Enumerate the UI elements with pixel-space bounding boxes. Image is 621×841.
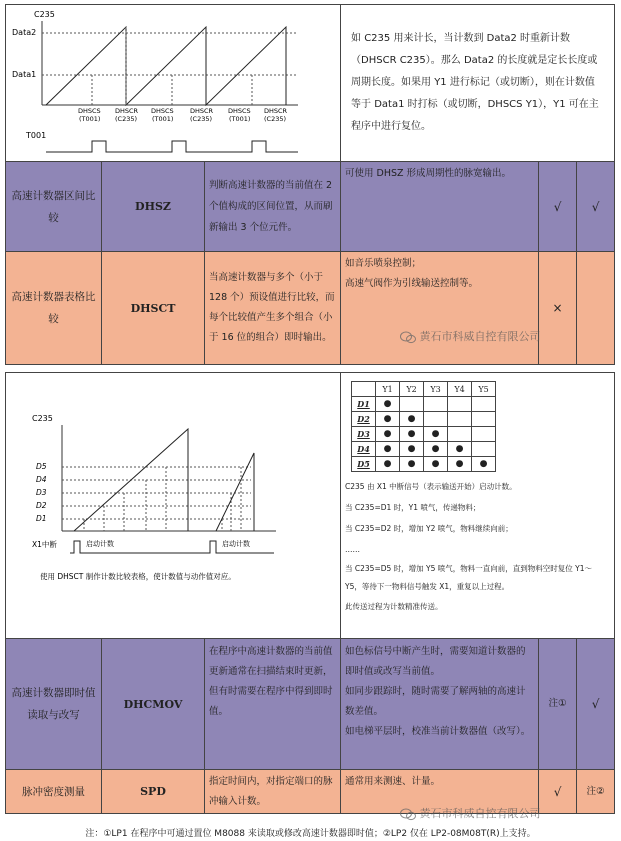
dot-table-row: [352, 427, 496, 442]
dot-table-header: Y4: [448, 382, 472, 397]
dot-table-header: Y5: [472, 382, 496, 397]
dot-mark: ●: [376, 427, 400, 442]
level-label: D4: [36, 475, 47, 484]
empty-cell: [400, 397, 424, 412]
dot-row-label: D2: [352, 412, 376, 427]
function-name: 高速计数器表格比较: [6, 252, 102, 365]
function-name: 高速计数器即时值读取与改写: [6, 639, 102, 770]
dot-table-header: Y2: [400, 382, 424, 397]
instruction-name: DHCMOV: [102, 639, 205, 770]
x-label: (C235): [115, 115, 138, 123]
empty-cell: [448, 397, 472, 412]
usage-line: 如音乐喷泉控制；: [345, 258, 422, 269]
support-lp1: √: [539, 770, 577, 814]
usage-line: 高速气阀作为引线输送控制等。: [345, 278, 479, 289]
dot-mark: ●: [424, 427, 448, 442]
x-label: (C235): [190, 115, 213, 123]
dot-mark: ●: [472, 457, 496, 472]
dot-mark: ●: [376, 397, 400, 412]
instruction-name: DHSZ: [102, 162, 205, 252]
level-label: D1: [36, 514, 47, 523]
level-data1-label: Data1: [12, 70, 37, 79]
dot-table-header: [352, 382, 376, 397]
usage-cell: [341, 252, 539, 365]
x-label: DHSCR: [190, 107, 214, 115]
function-name: 脉冲密度测量: [6, 770, 102, 814]
dot-mark: ●: [376, 412, 400, 427]
usage-line: 如色标信号中断产生时，需要知道计数器的即时值或改写当前值。: [345, 646, 526, 677]
support-lp2: [577, 252, 615, 365]
chart-y-label: C235: [32, 414, 53, 423]
level-data2-label: Data2: [12, 28, 37, 37]
function-name: 高速计数器区间比较: [6, 162, 102, 252]
empty-cell: [448, 412, 472, 427]
dot-table: [351, 381, 496, 472]
empty-cell: [472, 427, 496, 442]
chart-caption: 使用 DHSCT 制作计数比较表格，使计数值与动作值对应。: [40, 572, 236, 581]
dot-mark: ●: [424, 442, 448, 457]
mid-text-cell: [341, 373, 615, 639]
x1-interrupt-label: X1中断: [32, 540, 57, 549]
start-count-label: 启动计数: [86, 540, 114, 548]
x-label: (T001): [79, 115, 101, 123]
watermark: [400, 328, 541, 344]
mid-text: [345, 476, 608, 617]
table-row: [6, 639, 615, 770]
chart-y-label: C235: [34, 10, 55, 19]
dot-row-label: D3: [352, 427, 376, 442]
dot-mark: ●: [448, 457, 472, 472]
support-lp1: √: [539, 162, 577, 252]
x-label: (C235): [264, 115, 287, 123]
instruction-name: SPD: [102, 770, 205, 814]
empty-cell: [472, 412, 496, 427]
dot-table-row: [352, 397, 496, 412]
level-label: D3: [36, 488, 47, 497]
pulse-waveform: [46, 141, 298, 152]
middle-table: [5, 372, 615, 814]
x-label: (T001): [152, 115, 174, 123]
top-table: [5, 4, 615, 365]
instruction-desc: 判断高速计数器的当前值在 2 个值构成的区间位置，从而刷新输出 3 个位元件。: [205, 162, 341, 252]
table-compare-chart: [6, 373, 336, 588]
x-label: DHSCR: [264, 107, 288, 115]
x-label: DHSCS: [228, 107, 251, 115]
dot-row-label: D5: [352, 457, 376, 472]
watermark-text: 黄石市科威自控有限公司: [419, 330, 541, 343]
instruction-name: DHSCT: [102, 252, 205, 365]
usage-line: 如同步跟踪时，随时需要了解两轴的高速计数差值。: [345, 686, 526, 717]
support-lp2: √: [577, 639, 615, 770]
mid-chart-cell: [6, 373, 341, 639]
instruction-desc: 在程序中高速计数器的当前值更新通常在扫描结束时更新，但有时需要在程序中得到即时值。: [205, 639, 341, 770]
dot-table-row: [352, 457, 496, 472]
usage-cell: [341, 639, 539, 770]
usage-text: 通常用来测速、计量。: [341, 770, 539, 814]
period-count-chart: [6, 5, 336, 157]
pulse-label: T001: [26, 131, 47, 140]
sawtooth-line: [46, 27, 286, 105]
dot-mark: ●: [400, 412, 424, 427]
dot-table-header: Y1: [376, 382, 400, 397]
dot-mark: ●: [400, 457, 424, 472]
mid-text-line: 当 C235=D5 时，增加 Y5 喷气，物料一直向前，直到物料空时复位 Y1～Y5，等待下一物料信号触发 X1，重复以上过程。: [345, 564, 593, 591]
usage-line: 如电梯平层时，校准当前计数器值（改写）。: [345, 726, 531, 737]
empty-cell: [472, 397, 496, 412]
mid-text-line: C235 由 X1 中断信号（表示输送开始）启动计数。: [345, 482, 517, 491]
empty-cell: [472, 442, 496, 457]
top-description: 如 C235 用来计长，当计数到 Data2 时重新计数（DHSCR C235）。那么 Data2 的长度就是定长长度或周期长度。如果用 Y1 进行标记（或切断），则在计数值等于 Data1 时打标（或切断，DHSCS Y1），Y1 可在主程序中进行复位。: [351, 33, 599, 132]
support-lp1: 注①: [539, 639, 577, 770]
x-label: DHSCS: [78, 107, 101, 115]
dot-mark: ●: [448, 442, 472, 457]
support-lp1: ×: [539, 252, 577, 365]
wechat-icon: [400, 331, 416, 344]
wechat-icon: [400, 808, 416, 821]
dot-table-row: [352, 412, 496, 427]
usage-text: 可使用 DHSZ 形成周期性的脉宽输出。: [341, 162, 539, 252]
top-description-cell: [341, 5, 615, 162]
dot-table-header: Y3: [424, 382, 448, 397]
support-lp2: √: [577, 162, 615, 252]
empty-cell: [424, 397, 448, 412]
level-label: D2: [36, 501, 47, 510]
table-row: [6, 162, 615, 252]
mid-text-line: 当 C235=D1 时，Y1 喷气，传递物料；: [345, 503, 481, 512]
x-label: (T001): [229, 115, 251, 123]
empty-cell: [424, 412, 448, 427]
empty-cell: [448, 427, 472, 442]
dot-row-label: D4: [352, 442, 376, 457]
dot-mark: ●: [376, 457, 400, 472]
top-chart-cell: [6, 5, 341, 162]
mid-text-line: 此传送过程为计数精准传送。: [345, 602, 443, 611]
footnote: 注：①LP1 在程序中可通过置位 M8088 来读取或修改高速计数器即时值；②LP2 仅在 LP2-08M08T(R)上支持。: [85, 829, 536, 839]
dot-mark: ●: [424, 457, 448, 472]
mid-text-line: ……: [345, 545, 361, 554]
support-lp2: 注②: [577, 770, 615, 814]
table-row: [6, 252, 615, 365]
dot-table-row: [352, 442, 496, 457]
dot-mark: ●: [400, 442, 424, 457]
x-label: DHSCR: [115, 107, 139, 115]
watermark-text: 黄石市科威自控有限公司: [419, 807, 541, 820]
level-label: D5: [36, 462, 47, 471]
dot-mark: ●: [400, 427, 424, 442]
x-label: DHSCS: [151, 107, 174, 115]
start-count-label: 启动计数: [222, 540, 250, 548]
watermark: [400, 805, 541, 821]
instruction-desc: 指定时间内，对指定端口的脉冲输入计数。: [205, 770, 341, 814]
dot-row-label: D1: [352, 397, 376, 412]
instruction-desc: 当高速计数器与多个（小于 128 个）预设值进行比较，而每个比较值产生多个组合（小于 16 位的组合）即时输出。: [205, 252, 341, 365]
dot-mark: ●: [376, 442, 400, 457]
mid-text-line: 当 C235=D2 时，增加 Y2 喷气，物料继续向前；: [345, 524, 513, 533]
